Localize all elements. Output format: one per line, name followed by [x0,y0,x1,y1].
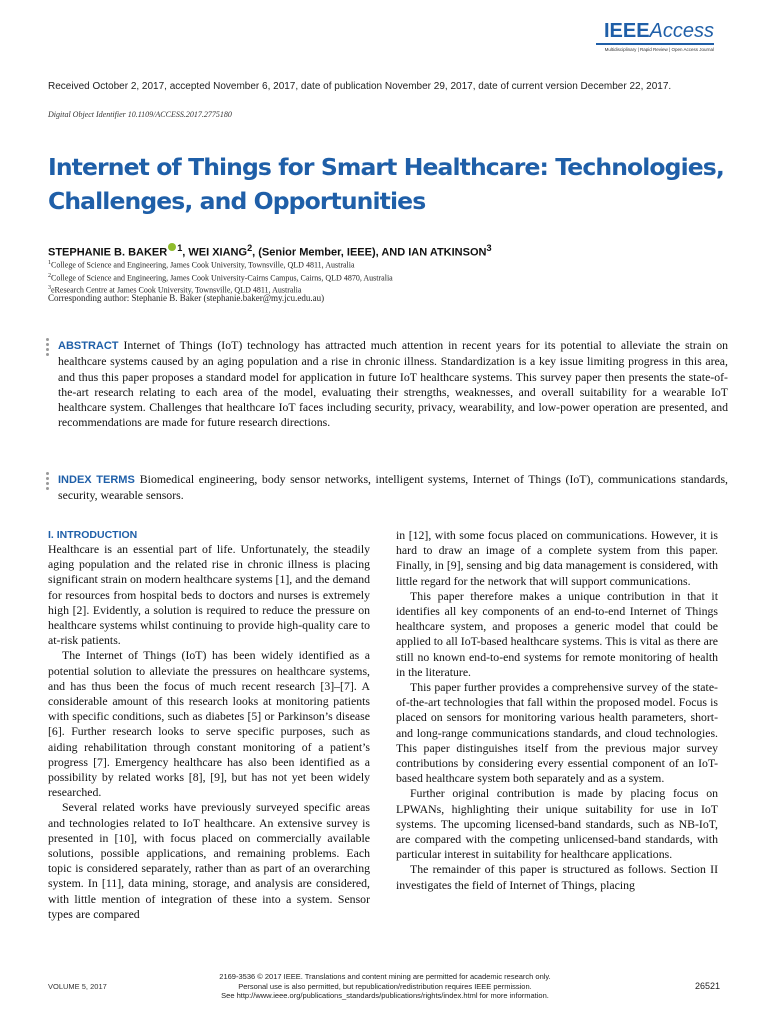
left-column [48,528,370,922]
author-atkinson: , (Senior Member, IEEE), AND IAN ATKINSON [252,246,487,259]
doi: Digital Object Identifier 10.1109/ACCESS.2017.2775180 [48,110,232,119]
abstract-text: Internet of Things (IoT) technology has attracted much attention in recent years for its potential to alleviate the strain on healthcare systems caused by an aging population and a rise in chronic illness. Standardization is a key issue limiting progress in this area, and thus this paper proposes a standard model for application in future IoT healthcare systems. This survey paper then presents the state-of-the-art research relating to each area of the model, evaluating their strengths, weaknesses, and overall suitability for a wearable IoT healthcare system. Challenges that healthcare IoT faces including security, privacy, wearability, and low-power operation are presented, and recommendations are made for future research directions. [58,338,728,430]
abstract [58,338,728,431]
affiliation: $^2$College of Science and Engineering, James Cook University-Cairns Campus, Cairns, QLD 4870, Australia [48,272,393,283]
paragraph: Further original contribution is made by placing focus on LPWANs, highlighting their unique suitability for use in IoT systems. The upcoming licensed-band standards, such as NB-IoT, are compared with the competing unlicensed-band standards, with particular interest in suitability for healthcare applications. [396,786,718,862]
logo-ieee: IEEE [603,20,650,42]
index-terms-text: Biomedical engineering, body sensor networks, intelligent systems, Internet of Things (IoT), communications standards, security, wearable sensors. [58,472,728,503]
orcid-icon[interactable] [168,243,176,251]
volume-info: VOLUME 5, 2017 [48,982,107,991]
logo-access: Access [649,20,714,42]
paragraph: This paper further provides a comprehensive survey of the state-of-the-art technologies that fall within the proposed model. Focus is placed on sensors for monitoring various health parameters, short- and long-range communications standards, and cloud technologies. This paper distinguishes itself from the previous major survey contributions by considering every essential component of an IoT-based healthcare system both separately and as a system. [396,680,718,786]
author-sup: 2 [247,243,253,253]
affiliation: $^3$eResearch Centre at James Cook University, Townsville, QLD 4811, Australia [48,285,302,295]
copyright-notice: 2169-3536 © 2017 IEEE. Translations and content mining are permitted for academic research only. Personal use is also permitted, but republication/redistribution requires IEEE permission. See http://www.ieee.org/publications_standards/publications/rights/index.html for more information. [219,972,551,1000]
paragraph: The remainder of this paper is structured as follows. Section II investigates the field of Internet of Things, placing [396,862,718,892]
affiliation: $^1$College of Science and Engineering, James Cook University, Townsville, QLD 4811, Australia [48,260,355,270]
paragraph: This paper therefore makes a unique contribution in that it identifies all key components of an end-to-end Internet of Things healthcare system, and proposes a generic model that could be applied to all IoT-based healthcare systems. This is vital as there are still no known end-to-end systems for remote monitoring of health in the literature. [396,588,718,679]
paragraph: The Internet of Things (IoT) has been widely identified as a potential solution to alleviate the pressures on healthcare systems, and has thus been the focus of much recent research [3]–[7]. A considerable amount of this research looks at monitoring patients with specific conditions, such as diabetes [5] or Parkinson’s disease [6]. Further research looks to serve specific purposes, such as aiding rehabilitation through constant monitoring of a patient’s progress [7]. Emergency healthcare has also been identified as a possibility by related works [8], [9], but has not yet been widely researched. [48,648,370,800]
abstract-label: ABSTRACT [58,340,119,352]
author-list [48,243,738,259]
paragraph: Healthcare is an essential part of life. Unfortunately, the steadily aging population and the related rise in chronic illness is placing significant strain on modern healthcare systems [1], and the demand for resources from hospital beds to doctors and nurses is extremely high [2]. Evidently, a solution is required to reduce the pressure on healthcare systems whilst continuing to provide high-quality care to at-risk patients. [48,542,370,648]
page-number: 26521 [694,981,720,991]
author-baker: STEPHANIE B. BAKER [48,246,168,259]
logo-rule [596,43,714,45]
right-column [396,528,718,893]
paragraph: in [12], with some focus placed on communications. However, it is hard to draw an image of a complete system from this paper. Finally, in [9], sensing and big data management is considered, with little regard for the network that will support communications. [396,528,718,588]
publication-dates: Received October 2, 2017, accepted November 6, 2017, date of publication November 29, 2017, date of current version December 22, 2017. [48,81,672,92]
abstract-dots-icon [46,338,50,358]
index-terms-dots-icon [46,472,50,492]
logo-tagline: Multidisciplinary | Rapid Review | Open Access Journal [604,47,714,52]
author-sup: 1 [177,243,183,253]
author-xiang: , WEI XIANG [182,246,248,259]
affiliations [48,258,728,296]
section-heading: I. INTRODUCTION [48,529,138,541]
paragraph: Several related works have previously surveyed specific areas and technologies related to IoT healthcare. An extensive survey is presented in [10], with focus placed on commercially available solutions, possible applications, and remaining problems. Each topic is considered separately, rather than as part of an overarching system. In [11], data mining, storage, and analysis are considered, with little mention of integration of these into a system. Sensor types are compared [48,800,370,921]
paper-title: Internet of Things for Smart Healthcare: Technologies, Challenges, and Opportunities [48,153,724,215]
author-sup: 3 [486,243,492,253]
corresponding-author: Corresponding author: Stephanie B. Baker (stephanie.baker@my.jcu.edu.au) [48,293,325,303]
journal-logo [596,20,714,52]
index-terms [58,472,728,504]
index-terms-label: INDEX TERMS [58,474,135,486]
